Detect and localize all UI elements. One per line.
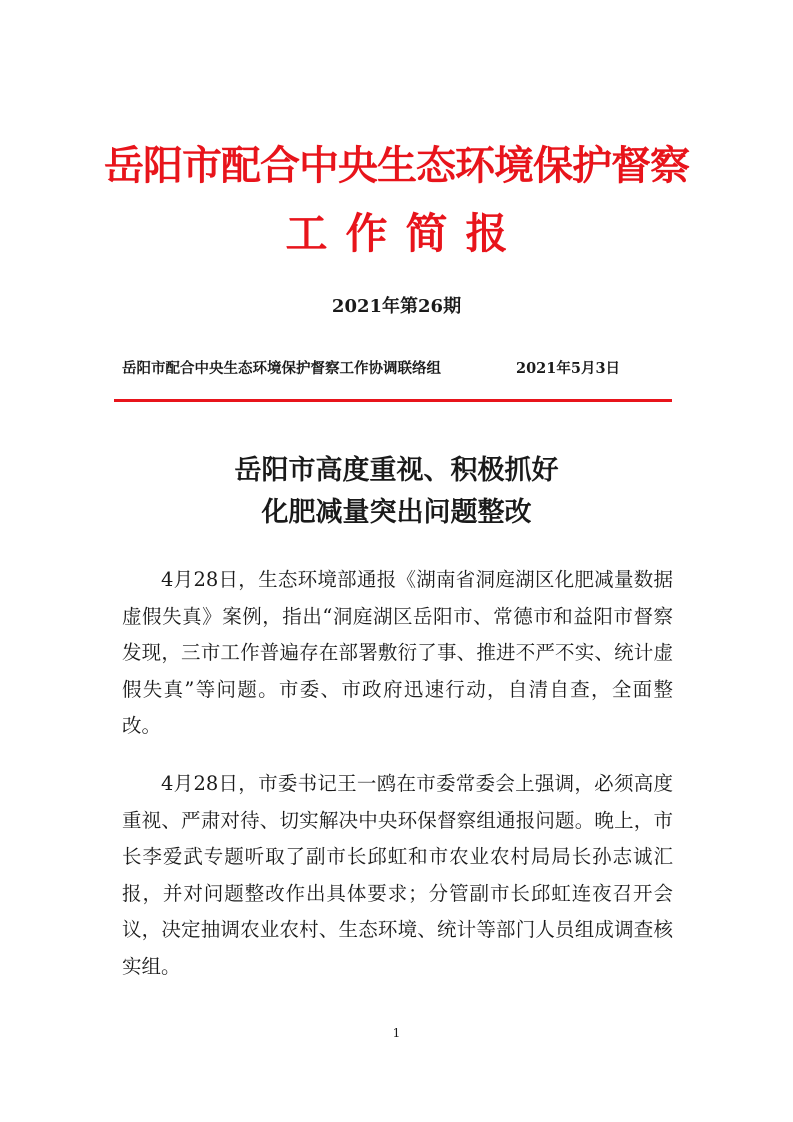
issue-number: 2021年第26期 <box>331 296 462 317</box>
red-divider-rule <box>114 399 672 402</box>
issuing-organization: 岳阳市配合中央生态环境保护督察工作协调联络组 <box>122 360 441 377</box>
masthead-title-line1: 岳阳市配合中央生态环境保护督察 <box>104 142 689 189</box>
article-paragraph-2: 4月28日，市委书记王一鸥在市委常委会上强调，必须高度重视、严肃对待、切实解决中央环保督察组通报问题。晚上，市长李爱武专题听取了副市长邱虹和市农业农村局局长孙志诚汇报，并对问题整改作出具体要求；分管副市长邱虹连夜召开会议，决定抽调农业农村、生态环境、统计等部门人员组成调查核实组。 <box>122 772 673 978</box>
article-title-line1: 岳阳市高度重视、积极抓好 <box>234 455 559 486</box>
article-paragraph-1: 4月28日，生态环境部通报《湖南省洞庭湖区化肥减量数据虚假失真》案例，指出“洞庭湖区岳阳市、常德市和益阳市督察发现，三市工作普遍存在部署敷衍了事、推进不严不实、统计虚假失真”等问题。市委、市政府迅速行动，自清自查，全面整改。 <box>122 568 673 737</box>
issue-date: 2021年5月3日 <box>516 360 621 377</box>
masthead-title-line2: 工作简报 <box>285 209 526 258</box>
page-number: 1 <box>392 1026 401 1040</box>
article-title-line2: 化肥减量突出问题整改 <box>261 497 532 528</box>
org-date-line <box>122 357 670 381</box>
